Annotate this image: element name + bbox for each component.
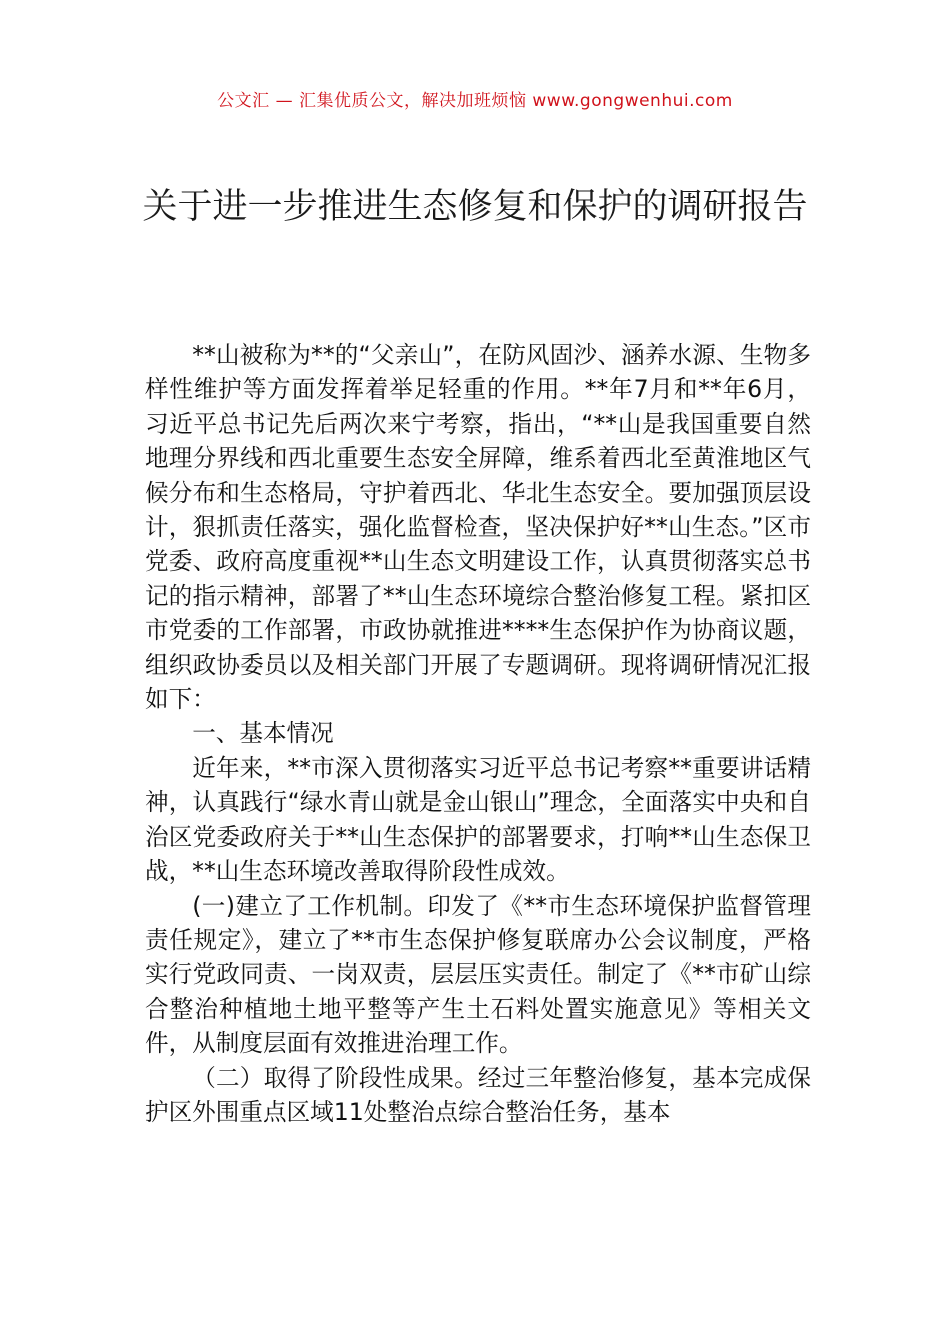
section-heading-basic-situation: 一、基本情况 — [192, 719, 334, 748]
paragraph-recent-years: 近年来，**市深入贯彻落实习近平总书记考察**重要讲话精神，认真践行“绿水青山就是金山银山”理念，全面落实中央和自治区党委政府关于**山生态保护的部署要求，打响**山生态保卫战，**山生态环境改善取得阶段性成效。 — [145, 753, 811, 886]
paragraph-stage-results: （二）取得了阶段性成果。经过三年整治修复，基本完成保护区外围重点区域11处整治点综合整治任务，基本 — [145, 1063, 811, 1126]
paragraph-intro: **山被称为**的“父亲山”，在防风固沙、涵养水源、生物多样性维护等方面发挥着举足轻重的作用。**年7月和**年6月，习近平总书记先后两次来宁考察，指出，“**山是我国重要自然地理分界线和西北重要生态安全屏障，维系着西北至黄淮地区气候分布和生态格局，守护着西北、华北生态安全。要加强顶层设计，狠抓责任落实，强化监督检查，坚决保护好**山生态。”区市党委、政府高度重视**山生态文明建设工作，认真贯彻落实总书记的指示精神，部署了**山生态环境综合整治修复工程。紧扣区市党委的工作部署，市政协就推进****生态保护作为协商议题，组织政协委员以及相关部门开展了专题调研。现将调研情况汇报如下： — [145, 341, 811, 714]
document-title: 关于进一步推进生态修复和保护的调研报告 — [142, 187, 808, 227]
paragraph-work-mechanism: (一)建立了工作机制。印发了《**市生态环境保护监督管理责任规定》，建立了**市生态保护修复联席办公会议制度，严格实行党政同责、一岗双责，层层压实责任。制定了《**市矿山综合整治种植地土地平整等产生土石料处置实施意见》等相关文件，从制度层面有效推进治理工作。 — [145, 891, 811, 1058]
document-body — [145, 338, 811, 1129]
header-banner: 公文汇 — 汇集优质公文，解决加班烦恼 www.gongwenhui.com — [217, 91, 733, 111]
